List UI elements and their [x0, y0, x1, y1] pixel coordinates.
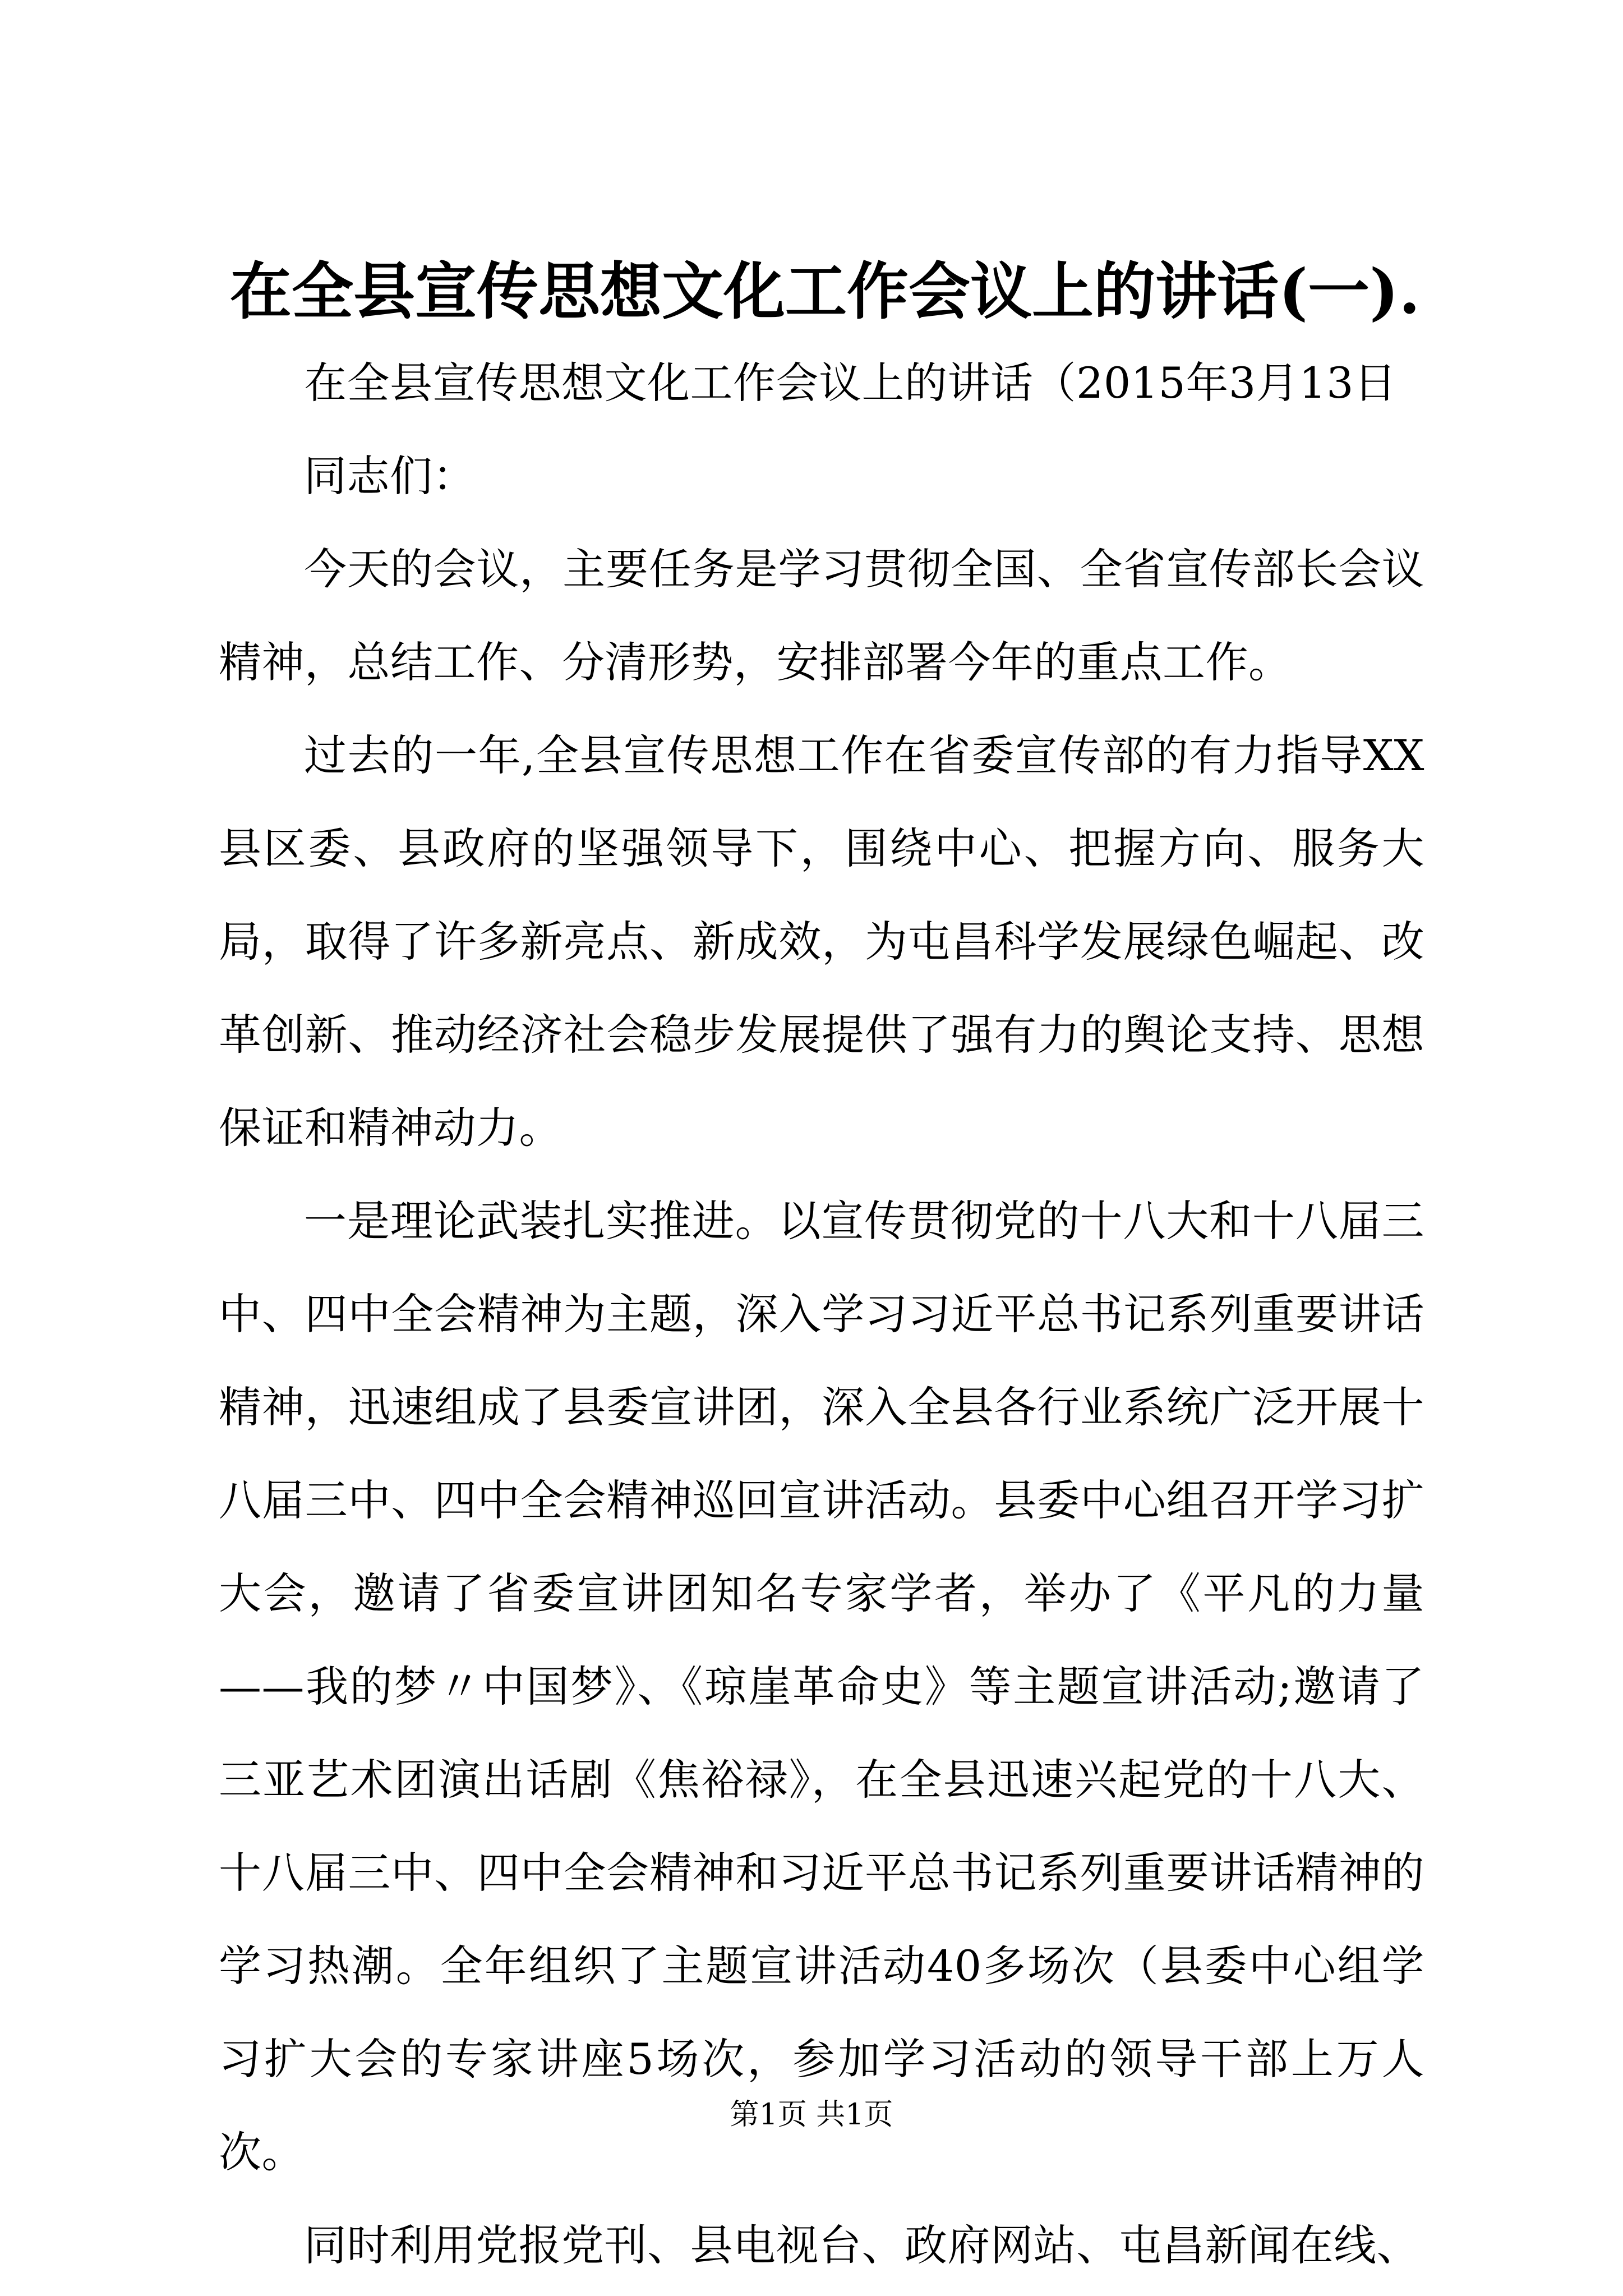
- paragraph-meeting-task: 今天的会议，主要任务是学习贯彻全国、全省宣传部长会议精神，总结工作、分清形势，安排部署今年的重点工作。: [219, 544, 1424, 687]
- paragraph-heading-line: 在全县宣传思想文化工作会议上的讲话（2015年3月13日: [304, 358, 1397, 408]
- page-number-footer: 第1页 共1页: [730, 2098, 893, 2132]
- paragraph-salutation: 同志们：: [304, 451, 476, 501]
- document-title: 在全县宣传思想文化工作会议上的讲话(一).: [230, 255, 1421, 328]
- paragraph-media-use: 同时利用党报党刊、县电视台、政府网站、屯昌新闻在线、: [304, 2220, 1419, 2270]
- document-body: [219, 337, 1424, 2292]
- paragraph-theory-progress: 一是理论武装扎实推进。以宣传贯彻党的十八大和十八届三中、四中全会精神为主题，深入学习习近平总书记系列重要讲话精神，迅速组成了县委宣讲团，深入全县各行业系统广泛开展十八届三中、四中全会精神巡回宣讲活动。县委中心组召开学习扩大会，邀请了省委宣讲团知名专家学者，举办了《平凡的力量——我的梦〃中国梦》、《琼崖革命史》等主题宣讲活动;邀请了三亚艺术团演出话剧《焦裕禄》，在全县迅速兴起党的十八大、十八届三中、四中全会精神和习近平总书记系列重要讲话精神的学习热潮。全年组织了主题宣讲活动40多场次（县委中心组学习扩大会的专家讲座5场次，参加学习活动的领导干部上万人次。: [219, 1196, 1424, 2177]
- paragraph-last-year-summary: 过去的一年,全县宣传思想工作在省委宣传部的有力指导XX县区委、县政府的坚强领导下，围绕中心、把握方向、服务大局，取得了许多新亮点、新成效，为屯昌科学发展绿色崛起、改革创新、推动经济社会稳步发展提供了强有力的舆论支持、思想保证和精神动力。: [219, 730, 1424, 1153]
